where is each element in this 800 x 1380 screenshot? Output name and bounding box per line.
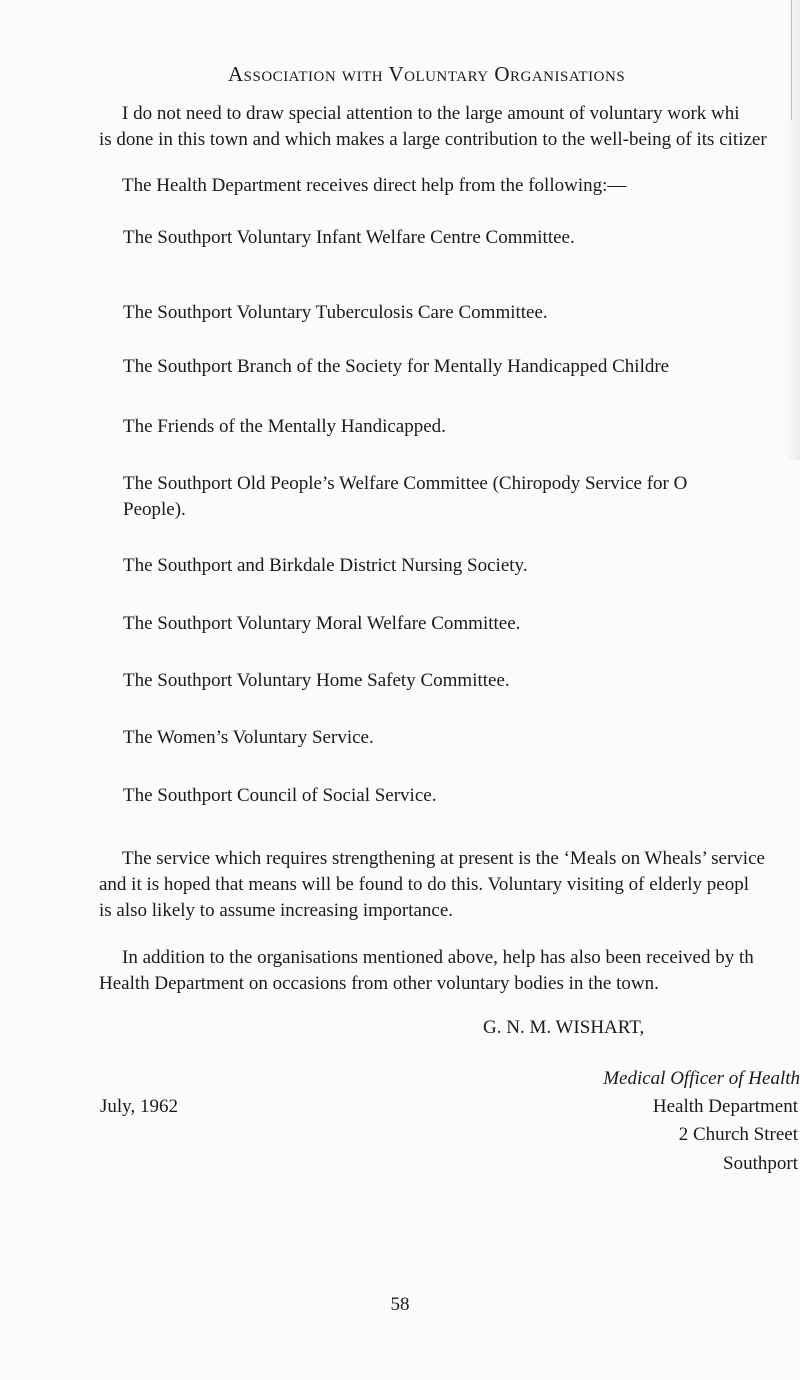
org-item-4: The Friends of the Mentally Handicapped. [123,416,446,437]
meals-paragraph [99,846,800,924]
signature-town: Southport [723,1153,798,1174]
org-item-5-line-2: People). [123,499,186,520]
org-item-10: The Southport Council of Social Service. [123,785,437,806]
addition-paragraph [99,945,800,997]
org-item-6: The Southport and Birkdale District Nursing Society. [123,555,528,576]
org-item-9: The Women’s Voluntary Service. [123,727,374,748]
meals-line-3: is also likely to assume increasing importance. [99,900,454,921]
intro-line-2: is done in this town and which makes a large contribution to the well-being of its citizer [99,129,767,150]
signature-name: G. N. M. WISHART, [483,1017,645,1038]
section-heading: Association with Voluntary Organisations [228,62,626,86]
org-item-1: The Southport Voluntary Infant Welfare Centre Committee. [123,227,575,248]
meals-line-2: and it is hoped that means will be found to do this. Voluntary visiting of elderly peopl [99,874,749,895]
org-item-2: The Southport Voluntary Tuberculosis Care Committee. [123,302,548,323]
page-number: 58 [390,1294,410,1315]
org-item-5-line-1: The Southport Old People’s Welfare Committee (Chiropody Service for O [123,473,688,494]
intro-line-1: I do not need to draw special attention to the large amount of voluntary work whi [122,103,740,124]
lead-in-text: The Health Department receives direct help from the following:— [122,175,627,196]
signature-title: Medical Officer of Health [603,1068,800,1089]
signature-street: 2 Church Street [678,1124,798,1145]
org-item-8: The Southport Voluntary Home Safety Committee. [123,670,510,691]
signature-date: July, 1962 [100,1096,178,1117]
signature-department: Health Department [652,1096,798,1117]
intro-paragraph [99,101,800,153]
meals-line-1: The service which requires strengthening at present is the ‘Meals on Wheals’ service [122,848,765,869]
org-item-3: The Southport Branch of the Society for Mentally Handicapped Childre [123,356,670,377]
addition-line-2: Health Department on occasions from other voluntary bodies in the town. [99,973,659,994]
org-item-7: The Southport Voluntary Moral Welfare Committee. [123,613,521,634]
org-item-5 [123,471,800,523]
addition-line-1: In addition to the organisations mentioned above, help has also been received by th [122,947,754,968]
